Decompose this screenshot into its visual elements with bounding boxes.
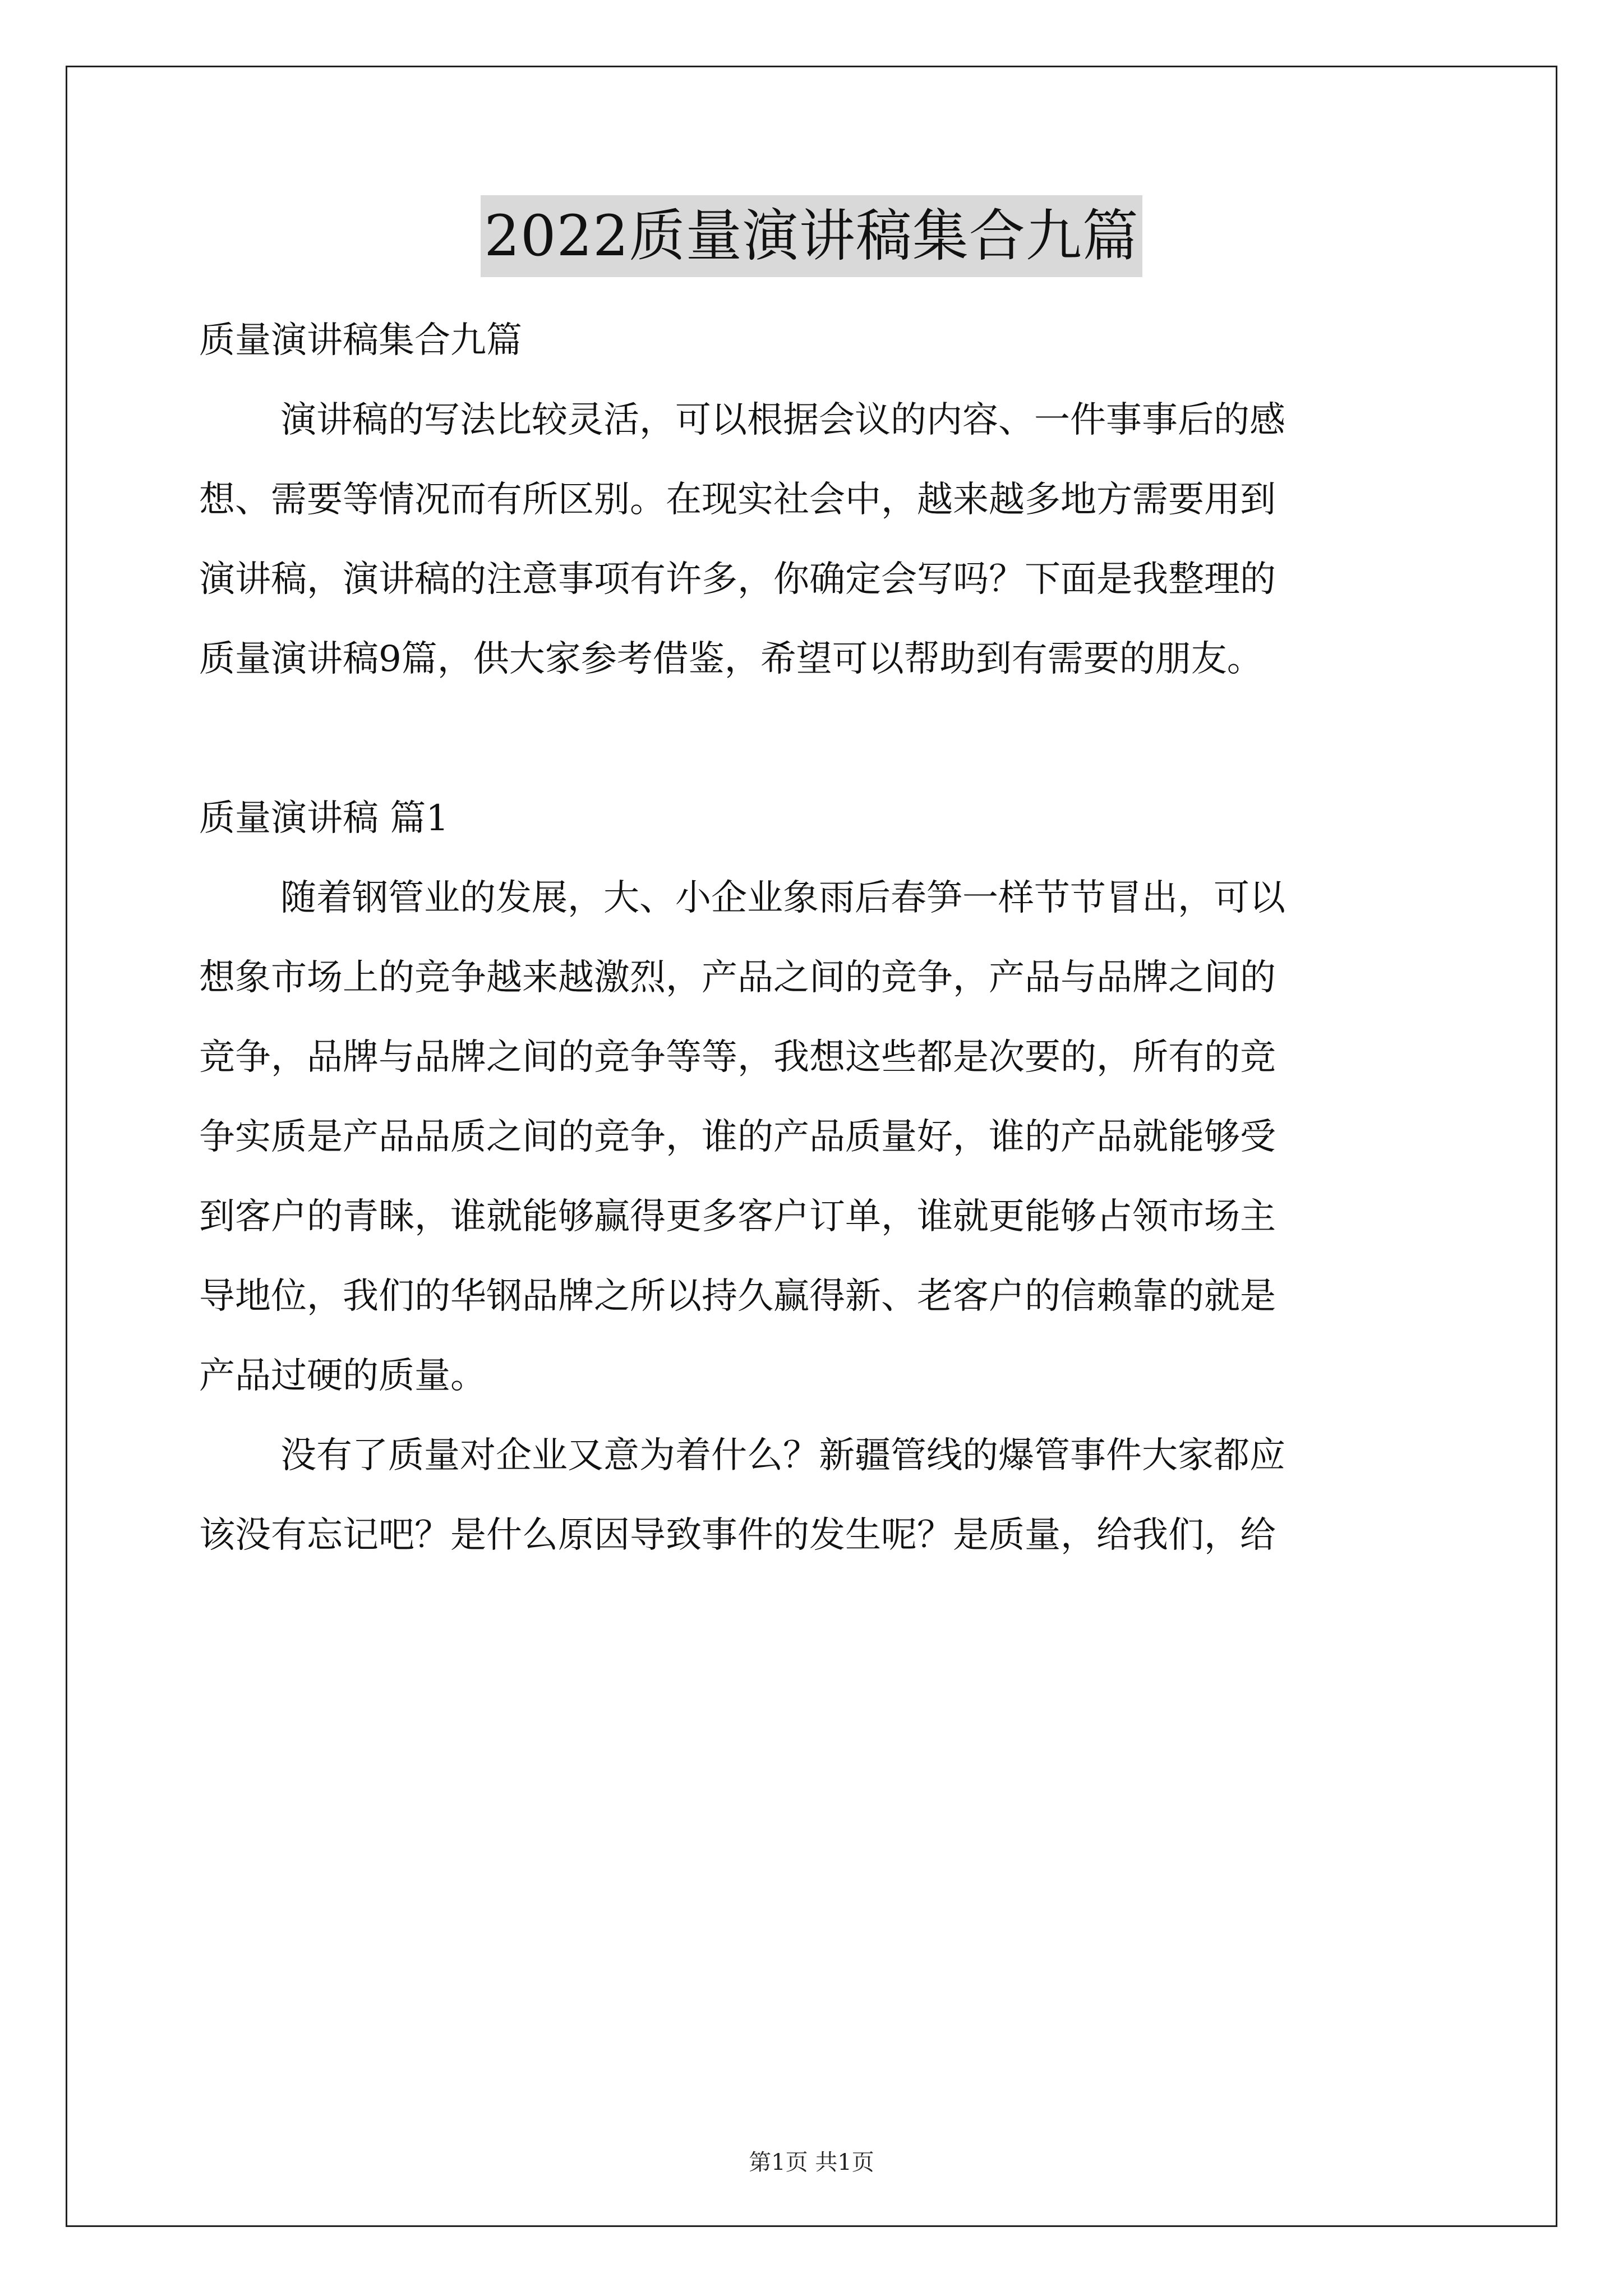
intro-line: 演讲稿的写法比较灵活，可以根据会议的内容、一件事事后的感 <box>280 399 1285 441</box>
paragraph-line: 竞争，品牌与品牌之间的竞争等等，我想这些都是次要的，所有的竞 <box>199 1037 1276 1078</box>
document-body <box>199 301 1433 1575</box>
paragraph-line: 产品过硬的质量。 <box>199 1355 486 1397</box>
section-heading: 质量演讲稿 篇1 <box>199 798 449 839</box>
paragraph-line: 导地位，我们的华钢品牌之所以持久赢得新、老客户的信赖靠的就是 <box>199 1276 1276 1317</box>
intro-line: 演讲稿，演讲稿的注意事项有许多，你确定会写吗？下面是我整理的 <box>199 559 1276 600</box>
paragraph-gap <box>199 699 1433 779</box>
paragraph-line: 该没有忘记吧？是什么原因导致事件的发生呢？是质量，给我们，给 <box>199 1515 1276 1556</box>
intro-line: 想、需要等情况而有所区别。在现实社会中，越来越多地方需要用到 <box>199 479 1276 521</box>
paragraph-line: 没有了质量对企业又意为着什么？新疆管线的爆管事件大家都应 <box>280 1435 1285 1476</box>
page-footer: 第1页 共1页 <box>749 2150 874 2175</box>
document-subtitle: 质量演讲稿集合九篇 <box>199 320 522 361</box>
document-title: 2022质量演讲稿集合九篇 <box>481 195 1142 277</box>
paragraph-line: 随着钢管业的发展，大、小企业象雨后春笋一样节节冒出，可以 <box>280 877 1285 919</box>
paragraph-line: 争实质是产品品质之间的竞争，谁的产品质量好，谁的产品就能够受 <box>199 1116 1276 1158</box>
title-container <box>0 195 1623 277</box>
paragraph-line: 想象市场上的竞争越来越激烈，产品之间的竞争，产品与品牌之间的 <box>199 957 1276 999</box>
paragraph-line: 到客户的青睐，谁就能够赢得更多客户订单，谁就更能够占领市场主 <box>199 1196 1276 1237</box>
intro-line: 质量演讲稿9篇，供大家参考借鉴，希望可以帮助到有需要的朋友。 <box>199 638 1263 680</box>
